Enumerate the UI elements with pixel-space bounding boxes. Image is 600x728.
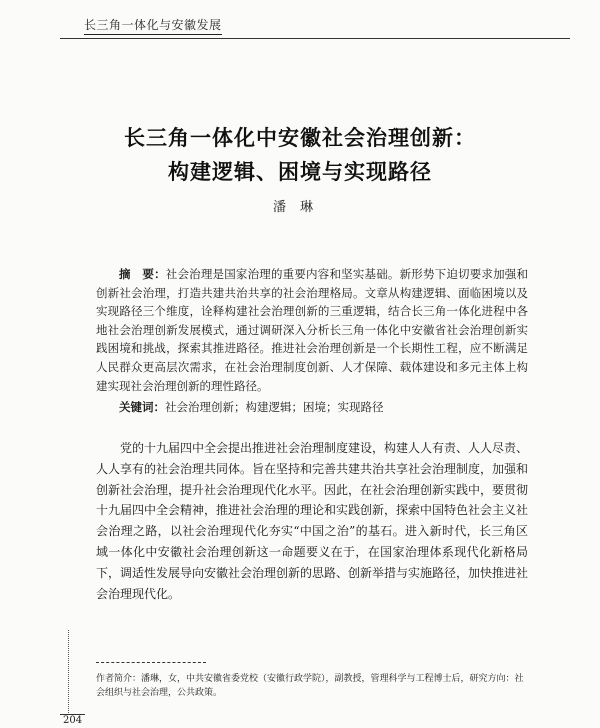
footnote-rule (96, 662, 206, 663)
article-title-line-2: 构建逻辑、困境与实现路径 (168, 159, 432, 184)
header-rule (60, 38, 570, 39)
margin-dotted-line (68, 630, 69, 715)
abstract-label: 摘 要： (119, 267, 166, 281)
keywords-text: 社会治理创新；构建逻辑；困境；实现路径 (165, 400, 384, 414)
abstract (96, 265, 528, 395)
keywords-label: 关键词： (119, 400, 165, 414)
author-name: 潘琳 (272, 200, 327, 215)
running-header: 长三角一体化与安徽发展 (84, 16, 222, 35)
author-footnote: 作者简介：潘琳，女，中共安徽省委党校（安徽行政学院），副教授，管理科学与工程博士后，研究方向：社会组织与社会治理，公共政策。 (96, 674, 524, 698)
page-number: 204 (60, 714, 85, 726)
article-title-line-1: 长三角一体化中安徽社会治理创新： (124, 125, 476, 150)
keywords (96, 398, 528, 416)
abstract-text: 社会治理是国家治理的重要内容和坚实基础。新形势下迫切要求加强和创新社会治理，打造共建共治共享的社会治理格局。文章从构建逻辑、面临困境以及实现路径三个维度，诠释构建社会治理创新的三重逻辑，结合长三角一体化进程中各地社会治理创新发展模式，通过调研深入分析长三角一体化中安徽省社会治理创新实践困境和挑战，探索其推进路径。推进社会治理创新是一个长期性工程，应不断满足人民群众更高层次需求，在社会治理制度创新、人才保障、载体建设和多元主体上构建实现社会治理创新的理性路径。 (96, 267, 528, 393)
body-paragraph-1: 党的十九届四中全会提出推进社会治理制度建设，构建人人有责、人人尽责、人人享有的社会治理共同体。旨在坚持和完善共建共治共享社会治理制度，加强和创新社会治理，提升社会治理现代化水平。因此，在社会治理创新实践中，要贯彻十九届四中全会精神，推进社会治理的理论和实践创新，探索中国特色社会主义社会治理之路，以社会治理现代化夯实“中国之治”的基石。进入新时代，长三角区域一体化中安徽社会治理创新这一命题要义在于，在国家治理体系现代化新格局下，调适性发展导向安徽社会治理创新的思路、创新举措与实施路径，加快推进社会治理现代化。 (96, 441, 529, 601)
